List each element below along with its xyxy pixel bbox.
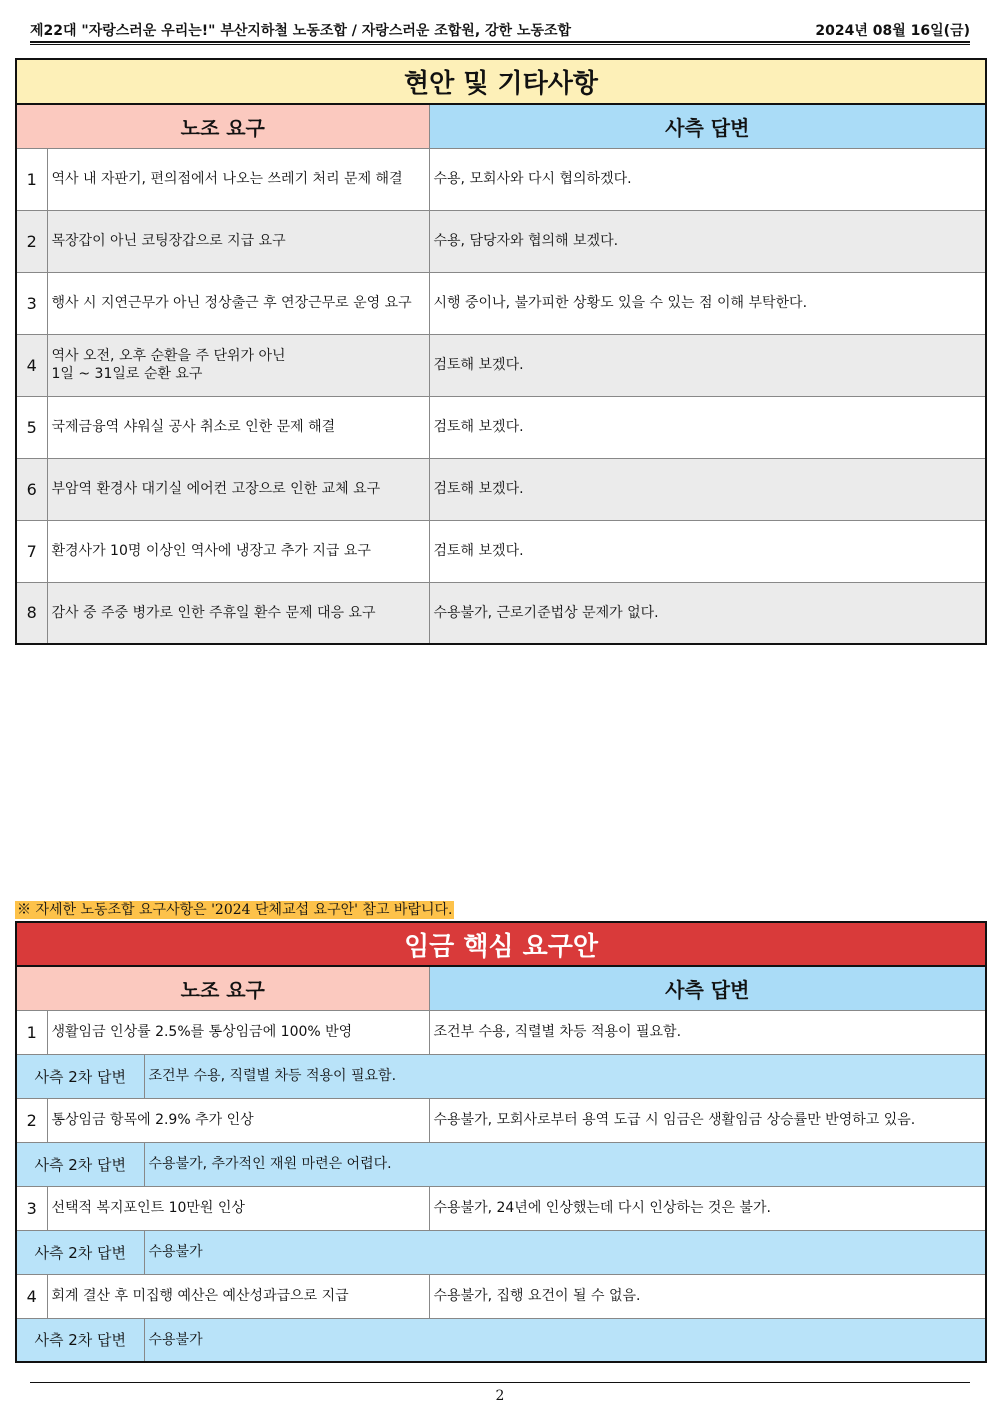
table-row <box>16 148 986 210</box>
second-answer: 조건부 수용, 직렬별 차등 적용이 필요함. <box>144 1054 986 1098</box>
row-number: 1 <box>16 148 47 210</box>
second-answer: 수용불가 <box>144 1230 986 1274</box>
footer-rule <box>30 1382 970 1383</box>
second-answer-label: 사측 2차 답변 <box>16 1230 144 1274</box>
company-answer: 검토해 보겠다. <box>429 458 986 520</box>
union-demand: 감사 중 주중 병가로 인한 주휴일 환수 문제 대응 요구 <box>47 582 429 644</box>
issues-table <box>15 58 987 645</box>
header-date: 2024년 08월 16일(금) <box>815 23 970 39</box>
union-demand: 역사 내 자판기, 편의점에서 나오는 쓰레기 처리 문제 해결 <box>47 148 429 210</box>
second-answer-row <box>16 1054 986 1098</box>
row-number: 4 <box>16 334 47 396</box>
union-demand: 부암역 환경사 대기실 에어컨 고장으로 인한 교체 요구 <box>47 458 429 520</box>
second-answer-row <box>16 1318 986 1362</box>
union-demand: 행사 시 지연근무가 아닌 정상출근 후 연장근무로 운영 요구 <box>47 272 429 334</box>
union-demand-line: 역사 오전, 오후 순환을 주 단위가 아닌 <box>51 348 286 364</box>
union-demand: 회계 결산 후 미집행 예산은 예산성과급으로 지급 <box>47 1274 429 1318</box>
row-number: 8 <box>16 582 47 644</box>
union-demand: 국제금융역 샤워실 공사 취소로 인한 문제 해결 <box>47 396 429 458</box>
company-answer: 검토해 보겠다. <box>429 334 986 396</box>
company-answer: 수용불가, 모회사로부터 용역 도급 시 임금은 생활임금 상승률만 반영하고 있음. <box>429 1098 986 1142</box>
company-answer: 검토해 보겠다. <box>429 520 986 582</box>
table-row <box>16 334 986 396</box>
company-answer: 수용, 모회사와 다시 협의하겠다. <box>429 148 986 210</box>
wage-table-title: 임금 핵심 요구안 <box>16 922 986 966</box>
union-demand: 목장갑이 아닌 코팅장갑으로 지급 요구 <box>47 210 429 272</box>
table-row <box>16 272 986 334</box>
second-answer-row <box>16 1142 986 1186</box>
union-demand <box>47 334 429 396</box>
page-header <box>30 12 970 40</box>
table-row <box>16 1010 986 1054</box>
union-demand-header: 노조 요구 <box>16 104 429 148</box>
company-answer: 수용, 담당자와 협의해 보겠다. <box>429 210 986 272</box>
table-row <box>16 458 986 520</box>
second-answer-label: 사측 2차 답변 <box>16 1054 144 1098</box>
union-demand-line: 1일 ~ 31일로 순환 요구 <box>51 366 203 382</box>
row-number: 2 <box>16 210 47 272</box>
row-number: 6 <box>16 458 47 520</box>
company-answer: 시행 중이나, 불가피한 상황도 있을 수 있는 점 이해 부탁한다. <box>429 272 986 334</box>
table-row <box>16 520 986 582</box>
union-demand: 통상임금 항목에 2.9% 추가 인상 <box>47 1098 429 1142</box>
issues-table-title: 현안 및 기타사항 <box>16 59 986 104</box>
row-number: 7 <box>16 520 47 582</box>
company-answer: 수용불가, 24년에 인상했는데 다시 인상하는 것은 불가. <box>429 1186 986 1230</box>
row-number: 3 <box>16 272 47 334</box>
second-answer: 수용불가, 추가적인 재원 마련은 어렵다. <box>144 1142 986 1186</box>
table-row <box>16 1186 986 1230</box>
reference-note: ※ 자세한 노동조합 요구사항은 '2024 단체교섭 요구안' 참고 바랍니다. <box>17 902 453 918</box>
union-demand: 선택적 복지포인트 10만원 인상 <box>47 1186 429 1230</box>
second-answer-label: 사측 2차 답변 <box>16 1142 144 1186</box>
second-answer-row <box>16 1230 986 1274</box>
union-demand-header: 노조 요구 <box>16 966 429 1010</box>
table-row <box>16 396 986 458</box>
page-number: 2 <box>495 1388 505 1404</box>
row-number: 5 <box>16 396 47 458</box>
row-number: 1 <box>16 1010 47 1054</box>
company-answer: 검토해 보겠다. <box>429 396 986 458</box>
row-number: 3 <box>16 1186 47 1230</box>
row-number: 2 <box>16 1098 47 1142</box>
second-answer: 수용불가 <box>144 1318 986 1362</box>
row-number: 4 <box>16 1274 47 1318</box>
header-rule <box>30 41 970 45</box>
company-answer-header: 사측 답변 <box>429 104 986 148</box>
company-answer-header: 사측 답변 <box>429 966 986 1010</box>
union-demand: 생활임금 인상률 2.5%를 통상임금에 100% 반영 <box>47 1010 429 1054</box>
table-row <box>16 1098 986 1142</box>
wage-demands-table <box>15 921 987 1363</box>
second-answer-label: 사측 2차 답변 <box>16 1318 144 1362</box>
company-answer: 수용불가, 집행 요건이 될 수 없음. <box>429 1274 986 1318</box>
company-answer: 조건부 수용, 직렬별 차등 적용이 필요함. <box>429 1010 986 1054</box>
table-row <box>16 1274 986 1318</box>
table-row <box>16 582 986 644</box>
header-title: 제22대 "자랑스러운 우리는!" 부산지하철 노동조합 / 자랑스러운 조합원, 강한 노동조합 <box>30 23 572 39</box>
company-answer: 수용불가, 근로기준법상 문제가 없다. <box>429 582 986 644</box>
table-row <box>16 210 986 272</box>
union-demand: 환경사가 10명 이상인 역사에 냉장고 추가 지급 요구 <box>47 520 429 582</box>
